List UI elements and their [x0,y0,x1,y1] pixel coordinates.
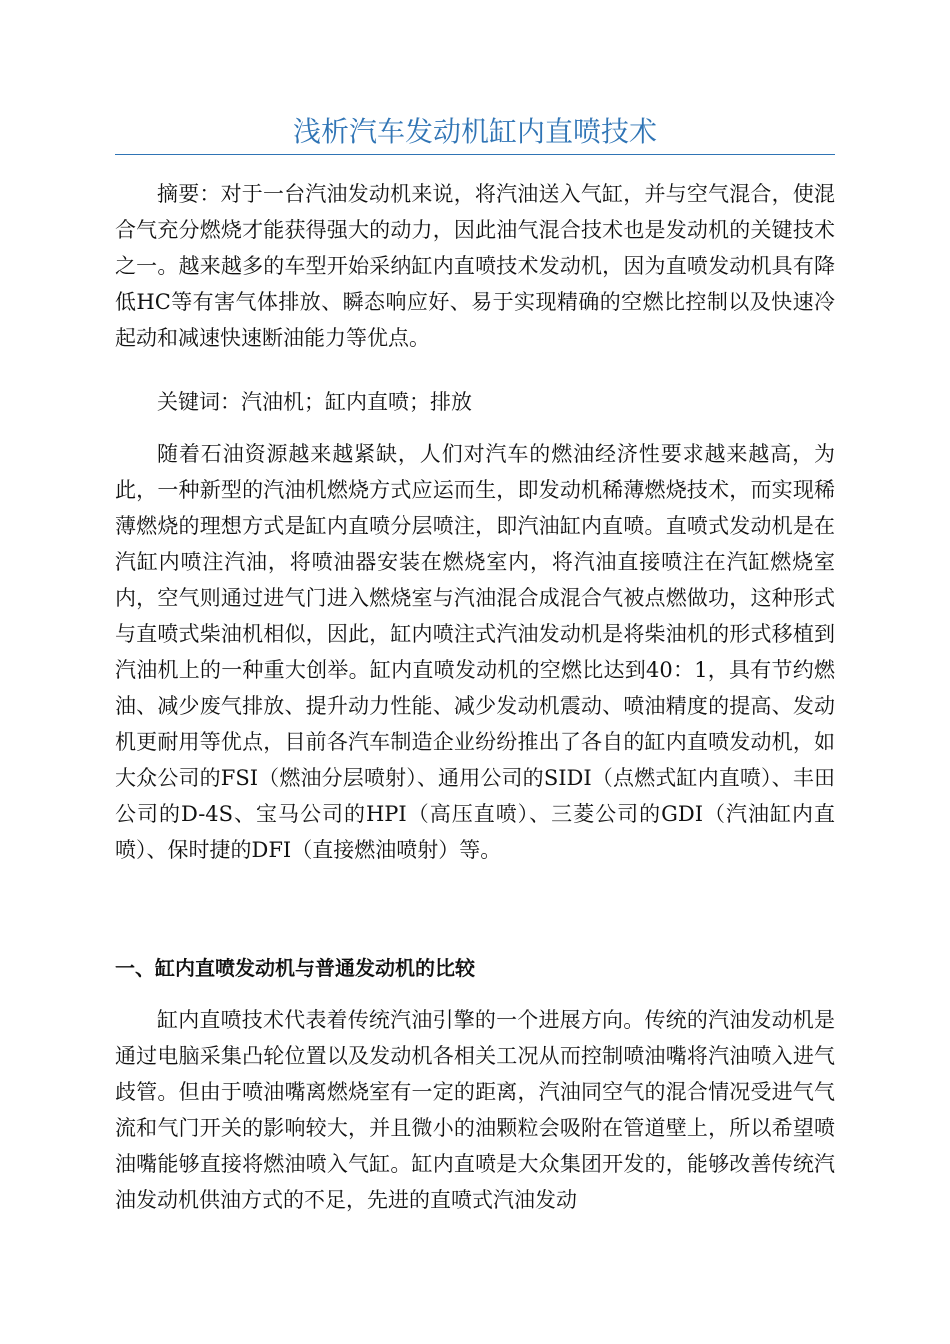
intro-paragraph: 随着石油资源越来越紧缺，人们对汽车的燃油经济性要求越来越高，为此，一种新型的汽油机燃烧方式应运而生，即发动机稀薄燃烧技术，而实现稀薄燃烧的理想方式是缸内直喷分层喷注，即汽油缸内直喷。直喷式发动机是在汽缸内喷注汽油，将喷油器安装在燃烧室内，将汽油直接喷注在汽缸燃烧室内，空气则通过进气门进入燃烧室与汽油混合成混合气被点燃做功，这种形式与直喷式柴油机相似，因此，缸内喷注式汽油发动机是将柴油机的形式移植到汽油机上的一种重大创举。缸内直喷发动机的空燃比达到40：1，具有节约燃油、减少废气排放、提升动力性能、减少发动机震动、喷油精度的提高、发动机更耐用等优点，目前各汽车制造企业纷纷推出了各自的缸内直喷发动机，如大众公司的FSI（燃油分层喷射）、通用公司的SIDI（点燃式缸内直喷）、丰田公司的D-4S、宝马公司的HPI（高压直喷）、三菱公司的GDI（汽油缸内直喷）、保时捷的DFI（直接燃油喷射）等。 [115,442,835,862]
keywords-paragraph: 关键词：汽油机；缸内直喷；排放 [157,390,472,414]
abstract-paragraph: 摘要：对于一台汽油发动机来说，将汽油送入气缸，并与空气混合，使混合气充分燃烧才能获得强大的动力，因此油气混合技术也是发动机的关键技术之一。越来越多的车型开始采纳缸内直喷技术发动机，因为直喷发动机具有降低HC等有害气体排放、瞬态响应好、易于实现精确的空燃比控制以及快速冷起动和减速快速断油能力等优点。 [115,182,835,350]
section-paragraph: 缸内直喷技术代表着传统汽油引擎的一个进展方向。传统的汽油发动机是通过电脑采集凸轮位置以及发动机各相关工况从而控制喷油嘴将汽油喷入进气歧管。但由于喷油嘴离燃烧室有一定的距离，汽油同空气的混合情况受进气气流和气门开关的影响较大，并且微小的油颗粒会吸附在管道壁上，所以希望喷油嘴能够直接将燃油喷入气缸。缸内直喷是大众集团开发的，能够改善传统汽油发动机供油方式的不足，先进的直喷式汽油发动 [115,1008,835,1212]
section-heading: 一、缸内直喷发动机与普通发动机的比较 [115,956,475,980]
document-title: 浅析汽车发动机缸内直喷技术 [292,115,657,148]
title-underline [115,154,835,155]
